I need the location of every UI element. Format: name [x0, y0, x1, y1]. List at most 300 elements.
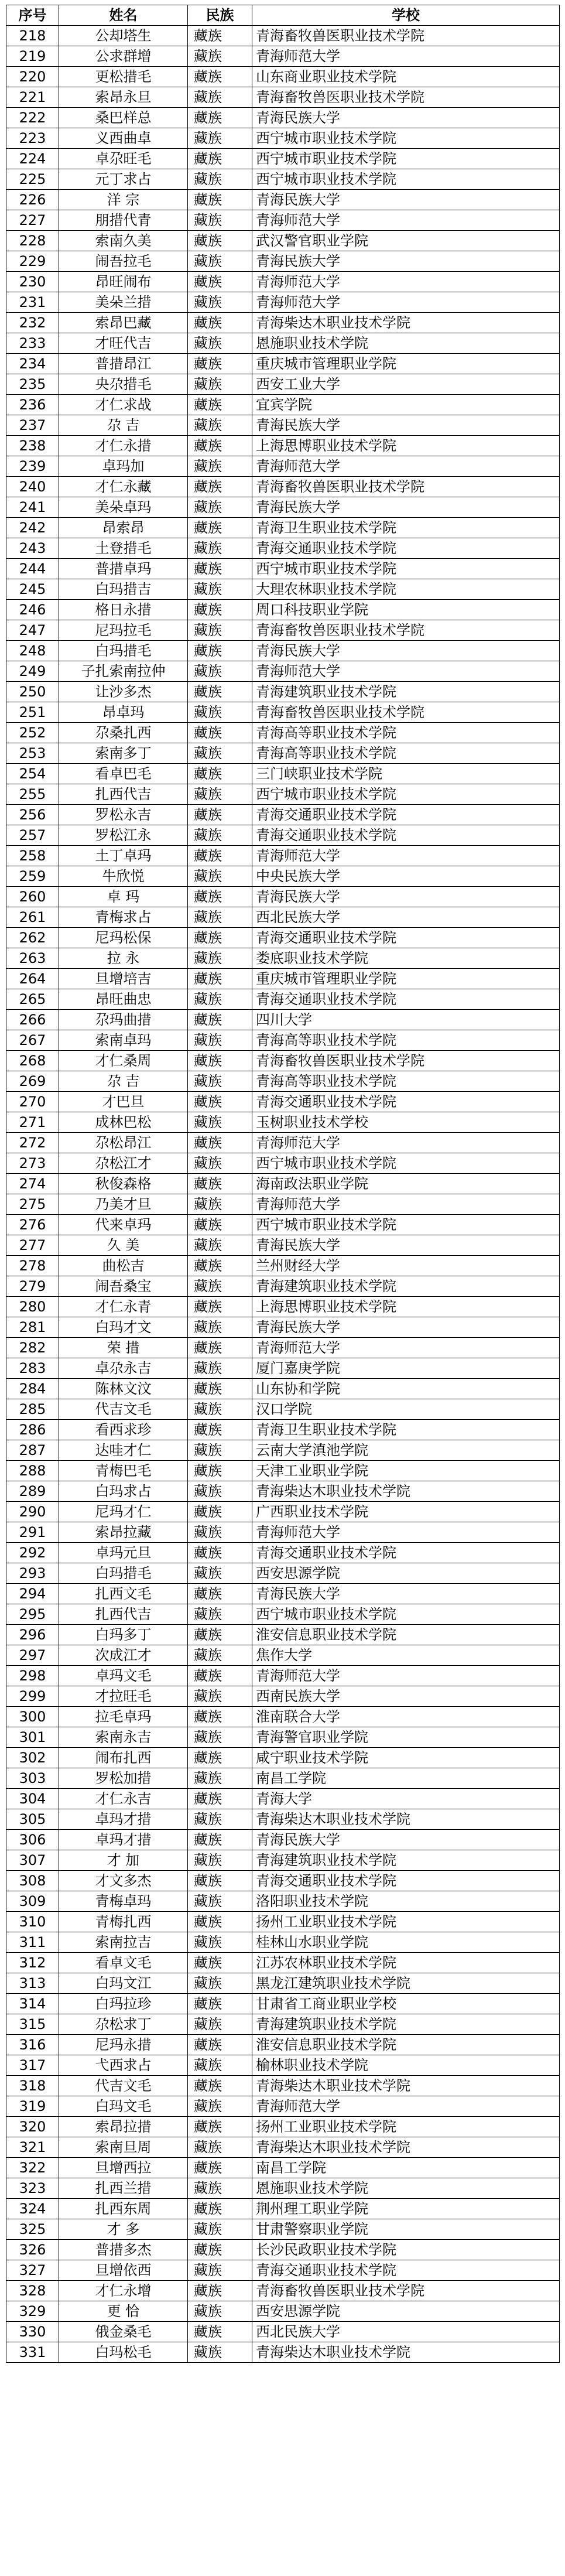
table-row	[6, 374, 560, 395]
row-index: 267	[6, 1030, 59, 1051]
row-name: 青梅扎西	[59, 1912, 188, 1932]
row-school: 咸宁职业技术学院	[252, 1748, 560, 1768]
table-row	[6, 1748, 560, 1768]
row-index: 230	[6, 272, 59, 292]
table-row	[6, 2199, 560, 2219]
row-ethnicity: 藏族	[188, 682, 252, 702]
table-row	[6, 518, 560, 538]
row-school: 重庆城市管理职业学院	[252, 969, 560, 989]
row-index: 300	[6, 1707, 59, 1727]
row-index: 249	[6, 661, 59, 682]
row-school: 青海柴达木职业技术学院	[252, 2137, 560, 2158]
row-school: 青海师范大学	[252, 1194, 560, 1215]
table-row	[6, 1358, 560, 1379]
table-row	[6, 825, 560, 846]
row-index: 320	[6, 2117, 59, 2137]
row-name: 代来卓玛	[59, 1215, 188, 1235]
row-name: 卓 玛	[59, 887, 188, 907]
table-row	[6, 1297, 560, 1317]
row-name: 秋俊森格	[59, 1174, 188, 1194]
table-row	[6, 1461, 560, 1481]
student-table	[6, 5, 560, 2363]
table-row	[6, 1051, 560, 1071]
row-name: 昂索昂	[59, 518, 188, 538]
table-row	[6, 2096, 560, 2117]
row-name: 美朵兰措	[59, 292, 188, 313]
row-school: 青海师范大学	[252, 846, 560, 866]
row-name: 罗松加措	[59, 1768, 188, 1789]
row-school: 青海师范大学	[252, 1666, 560, 1686]
row-index: 296	[6, 1625, 59, 1645]
row-name: 才旺代吉	[59, 333, 188, 354]
row-school: 荆州理工职业学院	[252, 2199, 560, 2219]
row-index: 278	[6, 1256, 59, 1276]
row-ethnicity: 藏族	[188, 2158, 252, 2178]
row-index: 275	[6, 1194, 59, 1215]
table-row	[6, 1850, 560, 1871]
row-name: 成林巴松	[59, 1112, 188, 1133]
row-school: 重庆城市管理职业学院	[252, 354, 560, 374]
table-row	[6, 1994, 560, 2014]
row-ethnicity: 藏族	[188, 169, 252, 190]
row-name: 才巴旦	[59, 1092, 188, 1112]
row-ethnicity: 藏族	[188, 1912, 252, 1932]
row-ethnicity: 藏族	[188, 1604, 252, 1625]
row-index: 223	[6, 128, 59, 149]
row-ethnicity: 藏族	[188, 2035, 252, 2055]
row-name: 白玛措吉	[59, 579, 188, 600]
row-index: 304	[6, 1789, 59, 1809]
row-ethnicity: 藏族	[188, 2281, 252, 2301]
table-row	[6, 436, 560, 456]
row-index: 331	[6, 2342, 59, 2363]
row-index: 280	[6, 1297, 59, 1317]
table-row	[6, 2137, 560, 2158]
row-name: 元丁求占	[59, 169, 188, 190]
header-ethnicity: 民族	[188, 5, 252, 26]
row-index: 266	[6, 1010, 59, 1030]
row-index: 232	[6, 313, 59, 333]
row-school: 青海民族大学	[252, 1235, 560, 1256]
row-school: 青海交通职业技术学院	[252, 538, 560, 559]
table-row	[6, 1481, 560, 1502]
table-row	[6, 1071, 560, 1092]
row-ethnicity: 藏族	[188, 1461, 252, 1481]
row-school: 淮安信息职业技术学院	[252, 2035, 560, 2055]
row-name: 索南永吉	[59, 1727, 188, 1748]
table-row	[6, 26, 560, 46]
row-ethnicity: 藏族	[188, 1686, 252, 1707]
table-row	[6, 1338, 560, 1358]
header-name: 姓名	[59, 5, 188, 26]
row-name: 扎西东周	[59, 2199, 188, 2219]
row-index: 243	[6, 538, 59, 559]
row-index: 259	[6, 866, 59, 887]
row-name: 让沙多杰	[59, 682, 188, 702]
row-index: 319	[6, 2096, 59, 2117]
row-index: 263	[6, 948, 59, 969]
row-index: 302	[6, 1748, 59, 1768]
row-school: 西宁城市职业技术学院	[252, 169, 560, 190]
row-name: 闹吾桑宝	[59, 1276, 188, 1297]
row-ethnicity: 藏族	[188, 907, 252, 928]
row-name: 昂旺闹布	[59, 272, 188, 292]
table-row	[6, 1666, 560, 1686]
table-row	[6, 1912, 560, 1932]
row-index: 313	[6, 1973, 59, 1994]
row-index: 327	[6, 2260, 59, 2281]
table-row	[6, 620, 560, 641]
row-school: 西安工业大学	[252, 374, 560, 395]
row-ethnicity: 藏族	[188, 1297, 252, 1317]
row-ethnicity: 藏族	[188, 600, 252, 620]
row-ethnicity: 藏族	[188, 1809, 252, 1830]
row-name: 卓玛元旦	[59, 1543, 188, 1563]
row-name: 白玛松毛	[59, 2342, 188, 2363]
row-school: 青海师范大学	[252, 292, 560, 313]
row-school: 青海交通职业技术学院	[252, 1092, 560, 1112]
row-index: 285	[6, 1399, 59, 1420]
row-name: 索昂巴藏	[59, 313, 188, 333]
row-name: 看西求珍	[59, 1420, 188, 1440]
row-ethnicity: 藏族	[188, 887, 252, 907]
row-ethnicity: 藏族	[188, 456, 252, 477]
row-ethnicity: 藏族	[188, 1379, 252, 1399]
row-index: 297	[6, 1645, 59, 1666]
row-name: 才 多	[59, 2219, 188, 2240]
table-row	[6, 1543, 560, 1563]
table-row	[6, 1789, 560, 1809]
row-school: 青海师范大学	[252, 46, 560, 67]
row-name: 看卓巴毛	[59, 764, 188, 784]
row-index: 252	[6, 723, 59, 743]
row-ethnicity: 藏族	[188, 333, 252, 354]
table-row	[6, 743, 560, 764]
row-index: 238	[6, 436, 59, 456]
row-index: 315	[6, 2014, 59, 2035]
row-name: 达哇才仁	[59, 1440, 188, 1461]
row-ethnicity: 藏族	[188, 2199, 252, 2219]
row-name: 才仁永吉	[59, 1789, 188, 1809]
table-row	[6, 1707, 560, 1727]
row-school: 周口科技职业学院	[252, 600, 560, 620]
row-name: 尕玛曲措	[59, 1010, 188, 1030]
row-name: 格日永措	[59, 600, 188, 620]
row-school: 青海高等职业技术学院	[252, 1071, 560, 1092]
row-ethnicity: 藏族	[188, 2260, 252, 2281]
row-school: 青海民族大学	[252, 1830, 560, 1850]
table-row	[6, 1932, 560, 1953]
row-ethnicity: 藏族	[188, 1276, 252, 1297]
row-school: 青海建筑职业技术学院	[252, 682, 560, 702]
table-row	[6, 149, 560, 169]
row-ethnicity: 藏族	[188, 1953, 252, 1973]
table-row	[6, 1235, 560, 1256]
row-school: 青海民族大学	[252, 415, 560, 436]
row-name: 曲松吉	[59, 1256, 188, 1276]
row-school: 青海柴达木职业技术学院	[252, 1809, 560, 1830]
row-ethnicity: 藏族	[188, 1625, 252, 1645]
row-ethnicity: 藏族	[188, 87, 252, 108]
row-ethnicity: 藏族	[188, 2117, 252, 2137]
row-school: 山东协和学院	[252, 1379, 560, 1399]
table-body	[6, 26, 560, 2363]
table-row	[6, 1584, 560, 1604]
table-row	[6, 1174, 560, 1194]
row-ethnicity: 藏族	[188, 46, 252, 67]
row-school: 云南大学滇池学院	[252, 1440, 560, 1461]
row-name: 尕 吉	[59, 415, 188, 436]
row-name: 索昂永旦	[59, 87, 188, 108]
row-ethnicity: 藏族	[188, 1584, 252, 1604]
row-name: 白玛措毛	[59, 1563, 188, 1584]
header-index: 序号	[6, 5, 59, 26]
table-row	[6, 1604, 560, 1625]
row-index: 264	[6, 969, 59, 989]
table-row	[6, 784, 560, 805]
row-index: 250	[6, 682, 59, 702]
row-ethnicity: 藏族	[188, 1727, 252, 1748]
row-index: 291	[6, 1522, 59, 1543]
row-school: 榆林职业技术学院	[252, 2055, 560, 2076]
row-index: 284	[6, 1379, 59, 1399]
table-row	[6, 2076, 560, 2096]
row-name: 尼玛永措	[59, 2035, 188, 2055]
table-row	[6, 1973, 560, 1994]
row-school: 洛阳职业技术学院	[252, 1891, 560, 1912]
row-name: 白玛求占	[59, 1481, 188, 1502]
row-ethnicity: 藏族	[188, 1850, 252, 1871]
row-ethnicity: 藏族	[188, 251, 252, 272]
row-school: 青海师范大学	[252, 210, 560, 231]
row-school: 青海畜牧兽医职业技术学院	[252, 2281, 560, 2301]
row-name: 扎西文毛	[59, 1584, 188, 1604]
table-row	[6, 641, 560, 661]
row-name: 卓玛加	[59, 456, 188, 477]
row-name: 尕桑扎西	[59, 723, 188, 743]
row-index: 310	[6, 1912, 59, 1932]
row-name: 更松措毛	[59, 67, 188, 87]
row-index: 325	[6, 2219, 59, 2240]
table-row	[6, 1317, 560, 1338]
row-name: 普措昂江	[59, 354, 188, 374]
row-ethnicity: 藏族	[188, 128, 252, 149]
row-ethnicity: 藏族	[188, 1748, 252, 1768]
table-row	[6, 2117, 560, 2137]
row-school: 恩施职业技术学院	[252, 2178, 560, 2199]
table-row	[6, 128, 560, 149]
table-row	[6, 2055, 560, 2076]
table-row	[6, 2219, 560, 2240]
row-school: 青海畜牧兽医职业技术学院	[252, 87, 560, 108]
row-name: 拉毛卓玛	[59, 1707, 188, 1727]
row-ethnicity: 藏族	[188, 190, 252, 210]
row-ethnicity: 藏族	[188, 67, 252, 87]
row-name: 牛欣悦	[59, 866, 188, 887]
row-name: 才仁求战	[59, 395, 188, 415]
row-ethnicity: 藏族	[188, 538, 252, 559]
row-ethnicity: 藏族	[188, 1112, 252, 1133]
row-name: 扎西兰措	[59, 2178, 188, 2199]
row-school: 西宁城市职业技术学院	[252, 128, 560, 149]
row-name: 闹吾拉毛	[59, 251, 188, 272]
row-school: 西安思源学院	[252, 2301, 560, 2322]
row-ethnicity: 藏族	[188, 2322, 252, 2342]
row-ethnicity: 藏族	[188, 395, 252, 415]
table-row	[6, 1010, 560, 1030]
row-index: 298	[6, 1666, 59, 1686]
row-index: 307	[6, 1850, 59, 1871]
row-index: 294	[6, 1584, 59, 1604]
row-index: 289	[6, 1481, 59, 1502]
row-index: 301	[6, 1727, 59, 1748]
row-school: 青海民族大学	[252, 641, 560, 661]
table-row	[6, 1891, 560, 1912]
row-name: 普措多杰	[59, 2240, 188, 2260]
row-ethnicity: 藏族	[188, 108, 252, 128]
table-row	[6, 108, 560, 128]
table-row	[6, 497, 560, 518]
table-row	[6, 1809, 560, 1830]
row-name: 青梅巴毛	[59, 1461, 188, 1481]
row-ethnicity: 藏族	[188, 702, 252, 723]
table-row	[6, 292, 560, 313]
row-school: 青海畜牧兽医职业技术学院	[252, 477, 560, 497]
row-index: 287	[6, 1440, 59, 1461]
row-index: 247	[6, 620, 59, 641]
row-school: 恩施职业技术学院	[252, 333, 560, 354]
row-name: 桑巴样总	[59, 108, 188, 128]
row-school: 扬州工业职业技术学院	[252, 2117, 560, 2137]
row-school: 青海民族大学	[252, 108, 560, 128]
row-school: 西宁城市职业技术学院	[252, 1604, 560, 1625]
row-index: 329	[6, 2301, 59, 2322]
table-row	[6, 969, 560, 989]
row-school: 淮南联合大学	[252, 1707, 560, 1727]
row-ethnicity: 藏族	[188, 1666, 252, 1686]
table-row	[6, 1256, 560, 1276]
table-row	[6, 46, 560, 67]
table-row	[6, 456, 560, 477]
row-school: 江苏农林职业技术学院	[252, 1953, 560, 1973]
row-index: 234	[6, 354, 59, 374]
row-index: 321	[6, 2137, 59, 2158]
row-name: 土丁卓玛	[59, 846, 188, 866]
row-name: 子扎索南拉仲	[59, 661, 188, 682]
row-index: 251	[6, 702, 59, 723]
row-school: 海南政法职业学院	[252, 1174, 560, 1194]
row-school: 淮安信息职业技术学院	[252, 1625, 560, 1645]
row-ethnicity: 藏族	[188, 2076, 252, 2096]
row-ethnicity: 藏族	[188, 2096, 252, 2117]
row-name: 才仁永措	[59, 436, 188, 456]
row-name: 弋西求占	[59, 2055, 188, 2076]
row-index: 295	[6, 1604, 59, 1625]
row-name: 土登措毛	[59, 538, 188, 559]
table-row	[6, 1502, 560, 1522]
table-row	[6, 2240, 560, 2260]
row-index: 314	[6, 1994, 59, 2014]
row-school: 甘肃省工商业职业学校	[252, 1994, 560, 2014]
row-name: 看卓文毛	[59, 1953, 188, 1973]
row-index: 269	[6, 1071, 59, 1092]
row-school: 娄底职业技术学院	[252, 948, 560, 969]
table-row	[6, 887, 560, 907]
table-row	[6, 1440, 560, 1461]
table-row	[6, 67, 560, 87]
row-ethnicity: 藏族	[188, 579, 252, 600]
row-school: 青海柴达木职业技术学院	[252, 2342, 560, 2363]
table-row	[6, 1133, 560, 1153]
row-ethnicity: 藏族	[188, 1215, 252, 1235]
row-index: 290	[6, 1502, 59, 1522]
row-ethnicity: 藏族	[188, 1051, 252, 1071]
row-school: 青海柴达木职业技术学院	[252, 313, 560, 333]
row-school: 青海柴达木职业技术学院	[252, 1481, 560, 1502]
row-ethnicity: 藏族	[188, 989, 252, 1010]
row-index: 303	[6, 1768, 59, 1789]
row-school: 青海民族大学	[252, 251, 560, 272]
row-name: 索昂拉措	[59, 2117, 188, 2137]
row-index: 271	[6, 1112, 59, 1133]
table-row	[6, 1768, 560, 1789]
row-school: 青海民族大学	[252, 190, 560, 210]
table-row	[6, 2322, 560, 2342]
table-row	[6, 1727, 560, 1748]
row-index: 245	[6, 579, 59, 600]
table-row	[6, 2158, 560, 2178]
row-school: 青海畜牧兽医职业技术学院	[252, 1051, 560, 1071]
row-name: 索南久美	[59, 231, 188, 251]
row-index: 262	[6, 928, 59, 948]
table-row	[6, 846, 560, 866]
row-ethnicity: 藏族	[188, 1420, 252, 1440]
table-row	[6, 579, 560, 600]
row-ethnicity: 藏族	[188, 1317, 252, 1338]
row-index: 228	[6, 231, 59, 251]
row-school: 青海大学	[252, 1789, 560, 1809]
row-school: 上海思博职业技术学院	[252, 1297, 560, 1317]
row-ethnicity: 藏族	[188, 1522, 252, 1543]
row-ethnicity: 藏族	[188, 149, 252, 169]
row-ethnicity: 藏族	[188, 313, 252, 333]
row-school: 青海卫生职业技术学院	[252, 518, 560, 538]
row-school: 青海师范大学	[252, 1133, 560, 1153]
row-name: 昂卓玛	[59, 702, 188, 723]
row-name: 白玛多丁	[59, 1625, 188, 1645]
row-school: 青海交通职业技术学院	[252, 1543, 560, 1563]
row-school: 三门峡职业技术学院	[252, 764, 560, 784]
table-row	[6, 169, 560, 190]
row-ethnicity: 藏族	[188, 2301, 252, 2322]
table-row	[6, 1953, 560, 1973]
row-school: 青海警官职业学院	[252, 1727, 560, 1748]
row-ethnicity: 藏族	[188, 2137, 252, 2158]
row-school: 西北民族大学	[252, 907, 560, 928]
row-ethnicity: 藏族	[188, 1768, 252, 1789]
row-school: 中央民族大学	[252, 866, 560, 887]
row-index: 273	[6, 1153, 59, 1174]
row-school: 青海师范大学	[252, 1522, 560, 1543]
row-index: 316	[6, 2035, 59, 2055]
row-school: 青海师范大学	[252, 456, 560, 477]
table-row	[6, 2014, 560, 2035]
row-name: 白玛措毛	[59, 641, 188, 661]
row-index: 253	[6, 743, 59, 764]
row-ethnicity: 藏族	[188, 2055, 252, 2076]
row-index: 233	[6, 333, 59, 354]
row-index: 293	[6, 1563, 59, 1584]
